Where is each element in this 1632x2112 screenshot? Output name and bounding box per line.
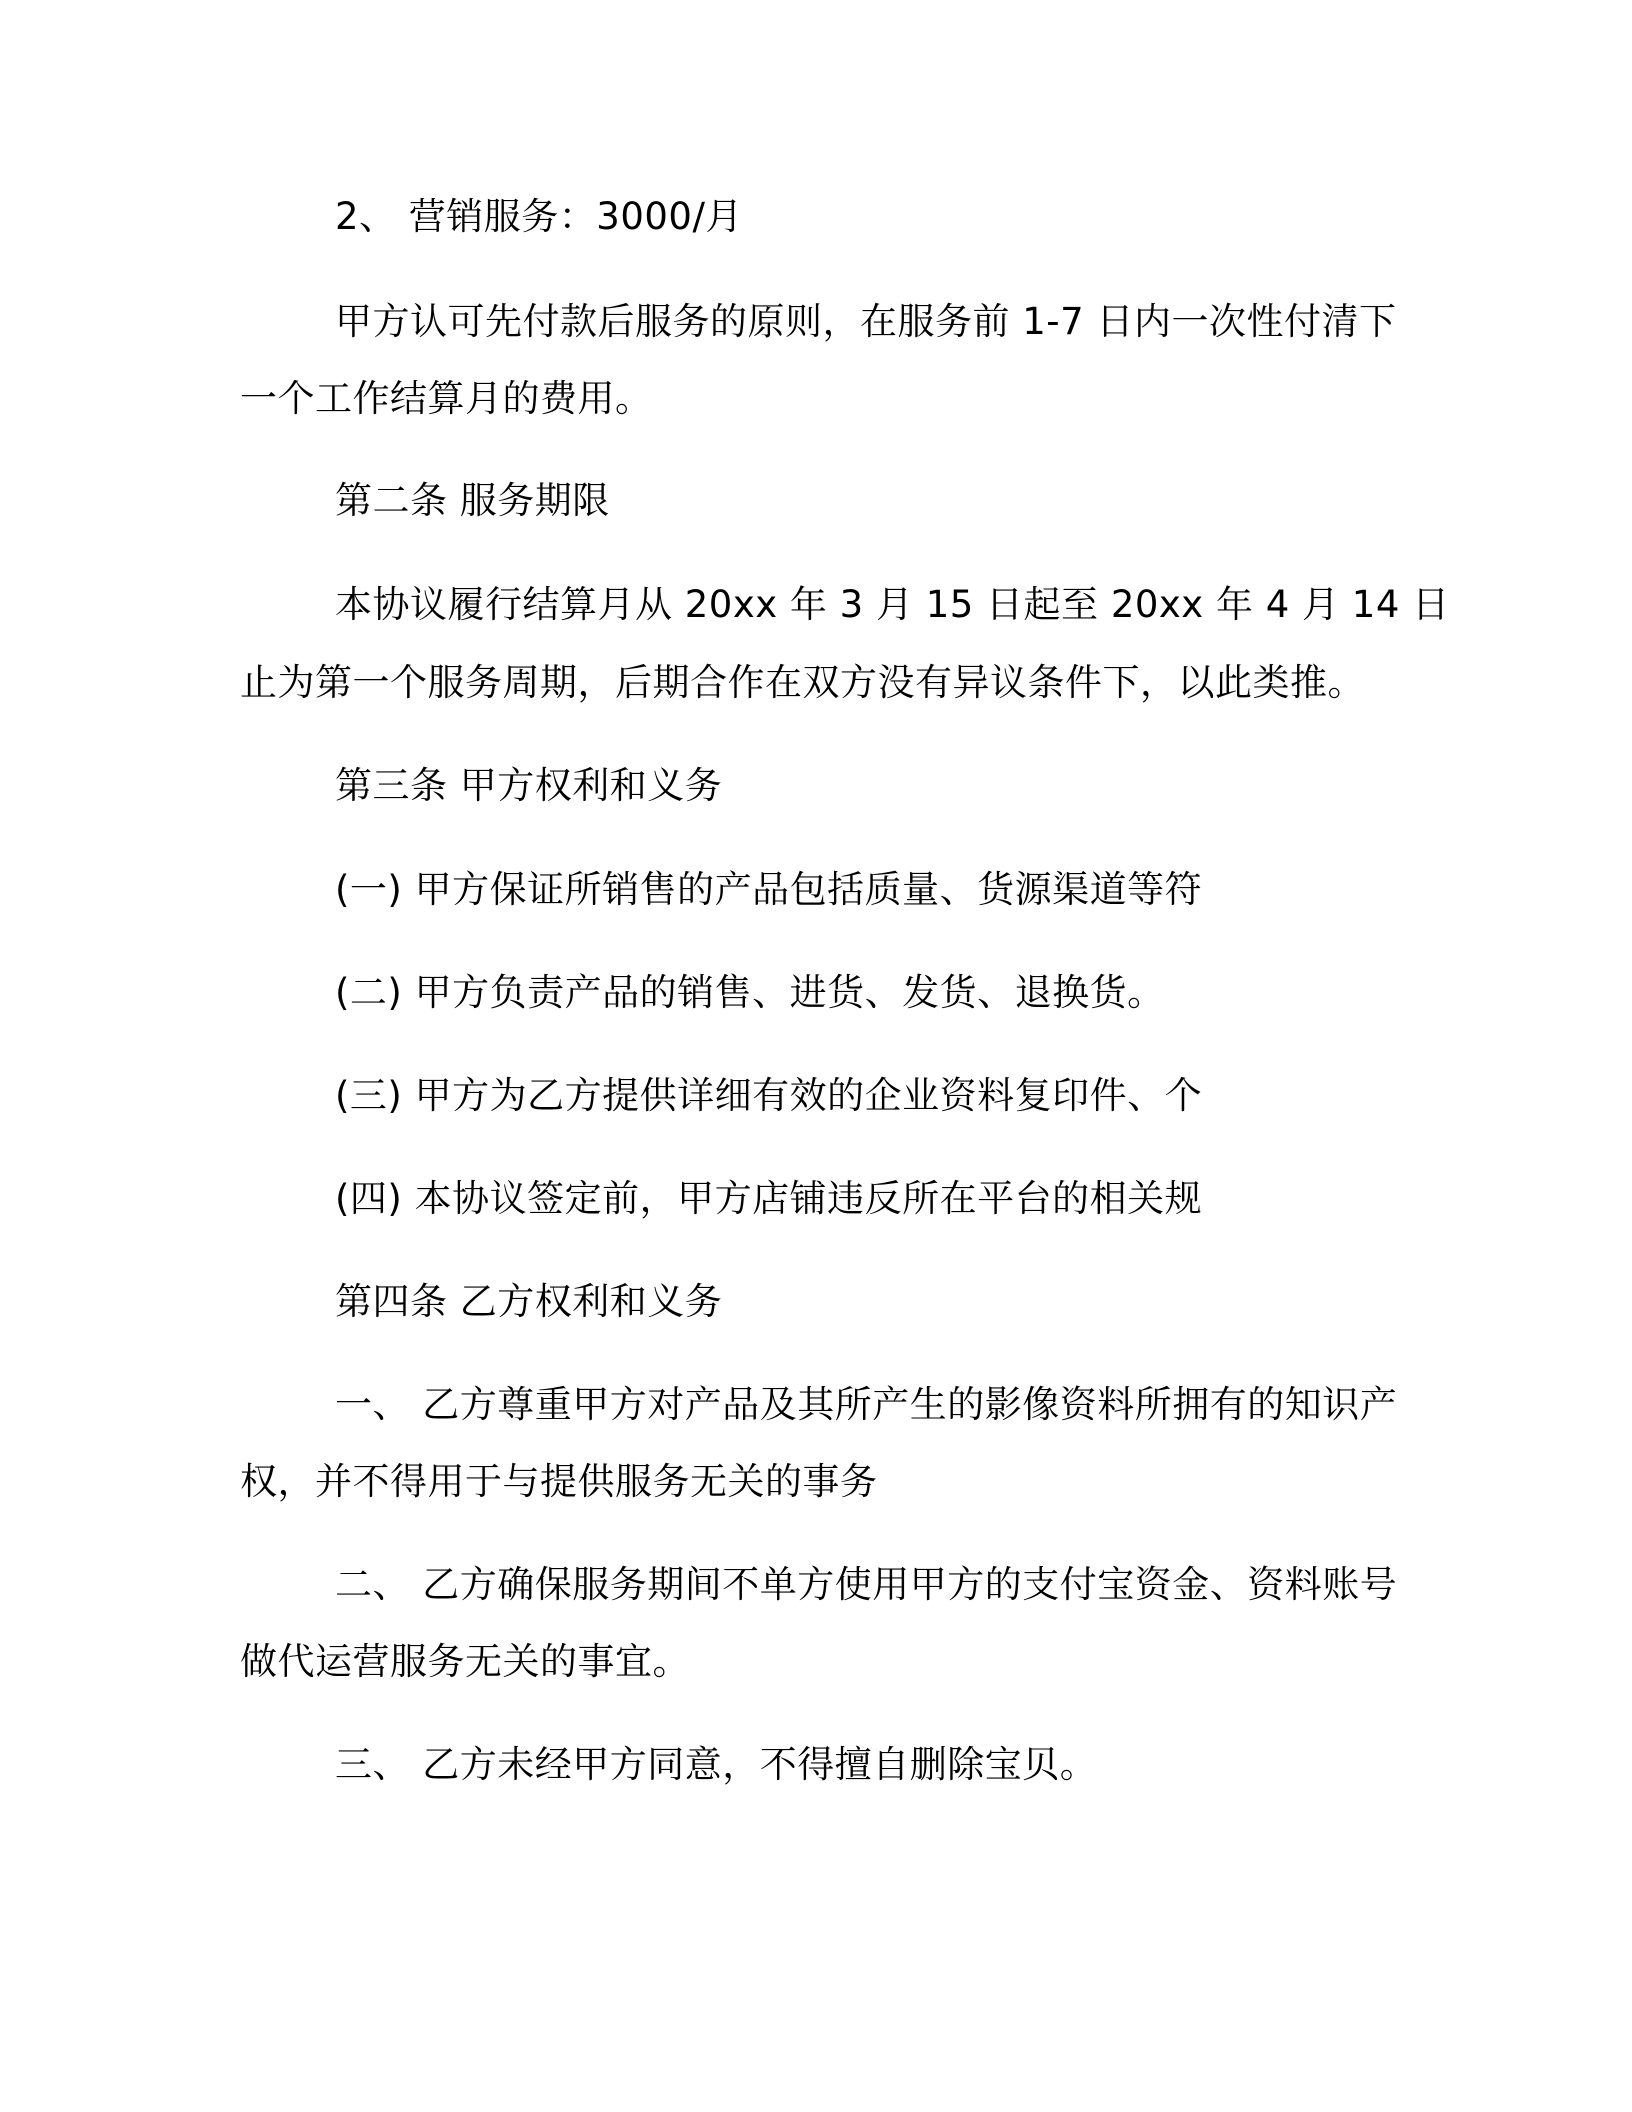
paragraph-payment-principle-line1: 甲方认可先付款后服务的原则，在服务前 1-7 日内一次性付清下 [335,300,1397,343]
section-heading-article-3: 第三条 甲方权利和义务 [335,764,723,807]
list-item-party-a-2: (二) 甲方负责产品的销售、进货、发货、退换货。 [335,971,1165,1014]
paragraph-service-period-line1: 本协议履行结算月从 20xx 年 3 月 15 日起至 20xx 年 4 月 14 日 [335,583,1450,626]
paragraph-marketing-fee: 2、 营销服务：3000/月 [335,195,743,238]
list-item-party-a-3: (三) 甲方为乙方提供详细有效的企业资料复印件、个 [335,1074,1203,1117]
list-item-party-b-2-line1: 二、 乙方确保服务期间不单方使用甲方的支付宝资金、资料账号 [335,1563,1398,1606]
section-heading-article-4: 第四条 乙方权利和义务 [335,1280,723,1323]
list-item-party-a-1: (一) 甲方保证所销售的产品包括质量、货源渠道等符 [335,868,1203,911]
list-item-party-b-3: 三、 乙方未经甲方同意，不得擅自删除宝贝。 [335,1743,1098,1786]
section-heading-article-2: 第二条 服务期限 [335,479,610,522]
list-item-party-a-4: (四) 本协议签定前，甲方店铺违反所在平台的相关规 [335,1177,1203,1220]
list-item-party-b-1-line1: 一、 乙方尊重甲方对产品及其所产生的影像资料所拥有的知识产 [335,1383,1398,1426]
paragraph-service-period-line2: 止为第一个服务周期，后期合作在双方没有异议条件下，以此类推。 [240,661,1365,704]
list-item-party-b-1-line2: 权，并不得用于与提供服务无关的事务 [240,1460,878,1503]
paragraph-payment-principle-line2: 一个工作结算月的费用。 [240,377,653,420]
list-item-party-b-2-line2: 做代运营服务无关的事宜。 [240,1640,690,1683]
